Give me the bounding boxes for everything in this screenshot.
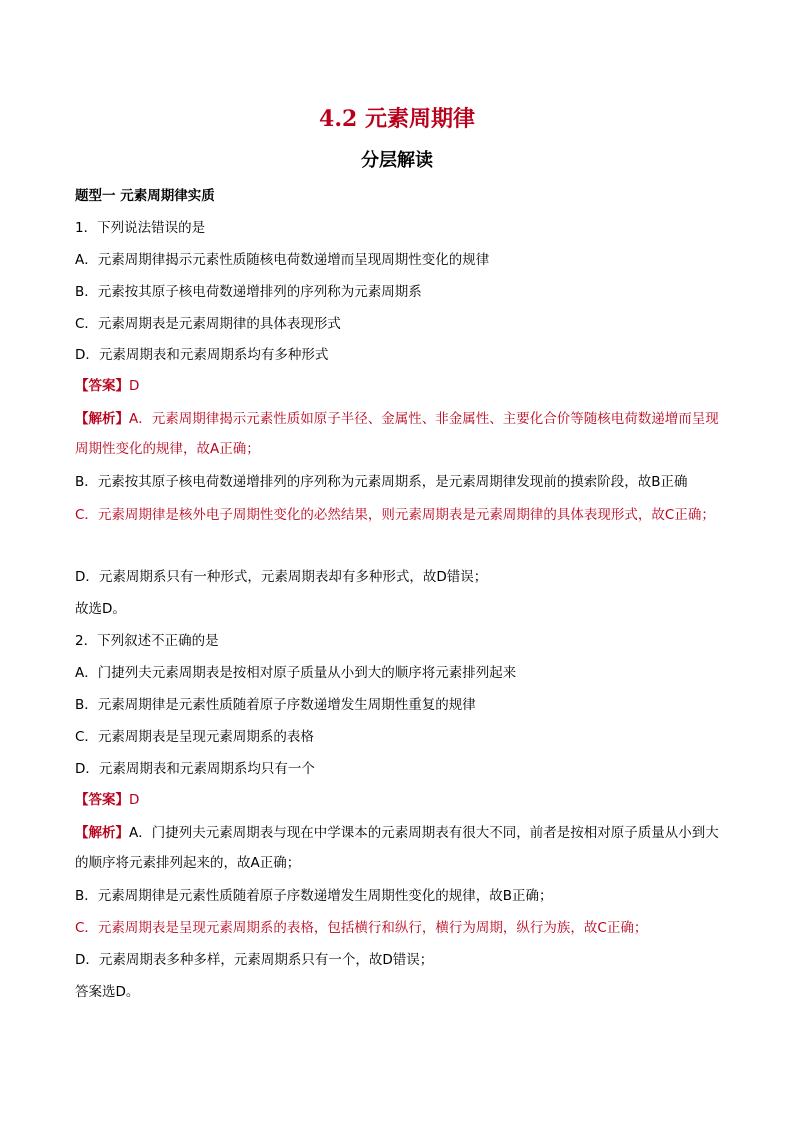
analysis-tag: 【解析】 <box>75 411 129 427</box>
answer-value: D <box>129 792 140 808</box>
question-1-analysis-a <box>75 404 720 464</box>
question-2-conclusion: 答案选D。 <box>75 984 140 1000</box>
question-2-option-c: C．元素周期表是呈现元素周期系的表格 <box>75 729 314 745</box>
analysis-text: A．门捷列夫元素周期表与现在中学课本的元素周期表有很大不同，前者是按相对原子质量从小到大的顺序将元素排列起来的，故A正确； <box>75 825 719 871</box>
section-heading: 题型一 元素周期律实质 <box>75 188 215 204</box>
answer-tag: 【答案】 <box>75 378 129 394</box>
question-2-analysis-d: D．元素周期表多种多样，元素周期系只有一个，故D错误； <box>75 952 434 968</box>
question-1-option-d: D．元素周期表和元素周期系均有多种形式 <box>75 347 329 363</box>
analysis-text: A．元素周期律揭示元素性质如原子半径、金属性、非金属性、主要化合价等随核电荷数递增而呈现周期性变化的规律，故A正确； <box>75 411 719 457</box>
question-2-analysis-c: C．元素周期表是呈现元素周期系的表格，包括横行和纵行，横行为周期，纵行为族，故C正确； <box>75 920 648 936</box>
question-2-stem: 2．下列叙述不正确的是 <box>75 633 219 649</box>
question-1-analysis-c: C．元素周期律是核外电子周期性变化的必然结果，则元素周期表是元素周期律的具体表现形式，故C正确； <box>75 507 715 523</box>
question-1-stem: 1．下列说法错误的是 <box>75 220 206 236</box>
page-title: 4.2 元素周期律 <box>319 106 475 132</box>
question-2-answer <box>75 790 720 810</box>
question-1-answer <box>75 376 720 396</box>
answer-tag: 【答案】 <box>75 792 129 808</box>
question-2-analysis-a <box>75 818 720 878</box>
analysis-tag: 【解析】 <box>75 825 129 841</box>
question-1-analysis-b: B．元素按其原子核电荷数递增排列的序列称为元素周期系，是元素周期律发现前的摸索阶段，故B正确 <box>75 474 688 490</box>
question-1-option-b: B．元素按其原子核电荷数递增排列的序列称为元素周期系 <box>75 284 422 300</box>
page-subtitle: 分层解读 <box>361 150 433 171</box>
answer-value: D <box>129 378 140 394</box>
question-2-option-a: A．门捷列夫元素周期表是按相对原子质量从小到大的顺序将元素排列起来 <box>75 665 517 681</box>
question-1-option-a: A．元素周期律揭示元素性质随核电荷数递增而呈现周期性变化的规律 <box>75 252 490 268</box>
question-2-option-b: B．元素周期律是元素性质随着原子序数递增发生周期性重复的规律 <box>75 697 476 713</box>
question-1-analysis-d: D．元素周期系只有一种形式，元素周期表却有多种形式，故D错误； <box>75 569 488 585</box>
question-1-option-c: C．元素周期表是元素周期律的具体表现形式 <box>75 316 341 332</box>
question-1-conclusion: 故选D。 <box>75 601 126 617</box>
question-2-analysis-b: B．元素周期律是元素性质随着原子序数递增发生周期性变化的规律，故B正确； <box>75 888 553 904</box>
question-2-option-d: D．元素周期表和元素周期系均只有一个 <box>75 761 315 777</box>
